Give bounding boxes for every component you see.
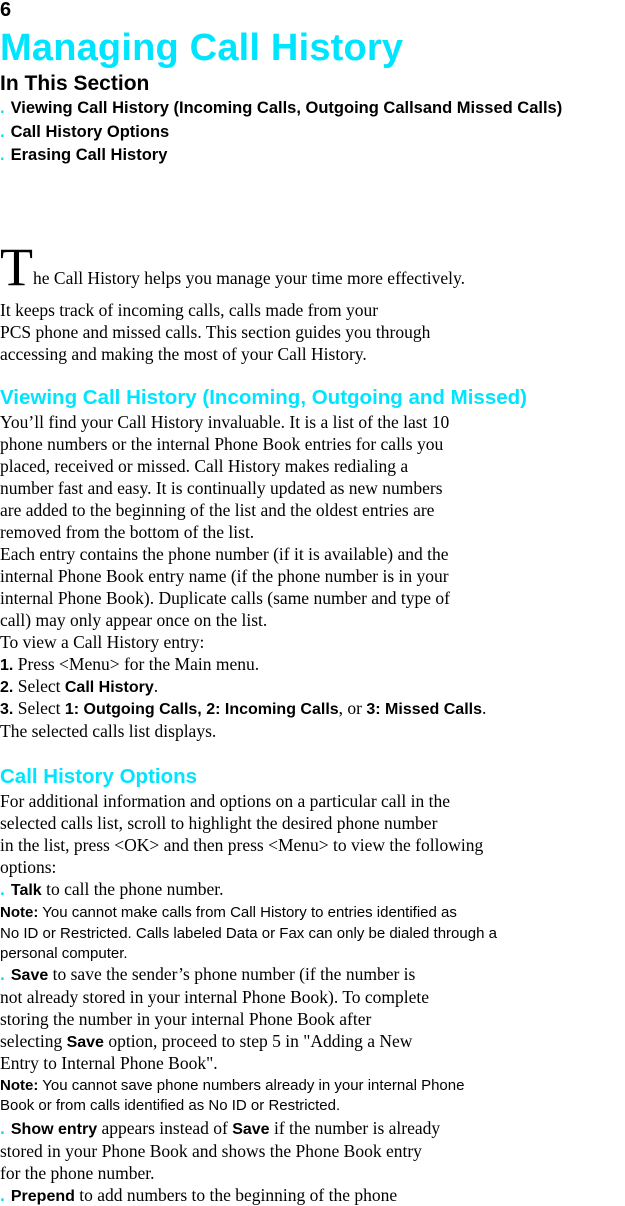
intro-line: he Call History helps you manage your time more effectively. <box>33 268 466 288</box>
step-number: 3. <box>0 701 14 718</box>
toc-item-label: Erasing Call History <box>10 146 168 164</box>
bullet: . <box>0 123 5 141</box>
note-text: You cannot make calls from Call History to entries identified as <box>38 904 457 921</box>
option-show-entry-line: for the phone number. <box>0 1163 155 1183</box>
option-talk <box>0 879 223 900</box>
option-prepend <box>0 1185 397 1206</box>
step-1 <box>0 654 259 675</box>
viewing-line: You’ll find your Call History invaluable. It is a list of the last 10 <box>0 412 450 432</box>
option-keyword: Prepend <box>10 1188 75 1205</box>
option-keyword: Save <box>232 1121 270 1138</box>
step-text: . <box>481 698 487 718</box>
viewing-line: call) may only appear once on the list. <box>0 610 268 630</box>
note-label: Note: <box>0 1077 39 1094</box>
options-line: For additional information and options on a particular call in the <box>0 791 451 811</box>
viewing-line: are added to the beginning of the list and the oldest entries are <box>0 500 435 520</box>
step-text: Select <box>13 698 65 718</box>
in-this-section-heading: In This Section <box>0 72 150 95</box>
chapter-number: 6 <box>0 0 12 21</box>
step-text: . <box>153 676 159 696</box>
bullet: . <box>0 1185 5 1205</box>
viewing-line: internal Phone Book). Duplicate calls (same number and type of <box>0 588 451 608</box>
option-save-line: not already stored in your internal Phone Book). To complete <box>0 987 430 1007</box>
note-1-line <box>0 904 457 921</box>
note-1-line: personal computer. <box>0 945 128 962</box>
option-save-line: Entry to Internal Phone Book". <box>0 1053 218 1073</box>
bullet: . <box>0 99 5 117</box>
note-2-line <box>0 1077 464 1094</box>
option-save <box>0 964 415 985</box>
step-number: 2. <box>0 679 14 696</box>
step-text: Press <Menu> for the Main menu. <box>13 654 260 674</box>
toc-item[interactable] <box>0 123 169 142</box>
option-text: to save the sender’s phone number (if the number is <box>48 964 416 984</box>
viewing-line: removed from the bottom of the list. <box>0 522 255 542</box>
drop-cap: T <box>0 237 33 297</box>
viewing-line: number fast and easy. It is continually updated as new numbers <box>0 478 443 498</box>
chapter-title: Managing Call History <box>0 27 404 69</box>
option-text: selecting <box>0 1031 67 1051</box>
toc-item-label: Viewing Call History (Incoming Calls, Outgoing Callsand Missed Calls) <box>10 99 563 117</box>
option-keyword: Talk <box>10 882 42 899</box>
bullet: . <box>0 964 5 984</box>
step-3 <box>0 698 486 719</box>
option-keyword: Show entry <box>10 1121 98 1138</box>
viewing-line: phone numbers or the internal Phone Book entries for calls you <box>0 434 444 454</box>
bullet: . <box>0 879 5 899</box>
step-keyword: 3: Missed Calls <box>366 701 482 718</box>
option-show-entry <box>0 1118 440 1139</box>
bullet: . <box>0 146 5 164</box>
viewing-line: Each entry contains the phone number (if it is available) and the <box>0 544 449 564</box>
option-save-line: storing the number in your internal Phone Book after <box>0 1009 372 1029</box>
step-keyword: Call History <box>64 679 154 696</box>
toc-item[interactable] <box>0 146 167 165</box>
note-text: You cannot save phone numbers already in your internal Phone <box>38 1077 465 1094</box>
step-keyword: 1: Outgoing Calls, 2: Incoming Calls <box>64 701 339 718</box>
intro-line: It keeps track of incoming calls, calls made from your <box>0 300 379 320</box>
step-2 <box>0 676 158 697</box>
options-heading: Call History Options <box>0 765 198 788</box>
viewing-line: To view a Call History entry: <box>0 632 205 652</box>
option-text: option, proceed to step 5 in "Adding a New <box>103 1031 413 1051</box>
options-line: in the list, press <OK> and then press <Menu> to view the following <box>0 835 484 855</box>
viewing-heading: Viewing Call History (Incoming, Outgoing and Missed) <box>0 386 527 409</box>
option-text: if the number is already <box>269 1118 441 1138</box>
note-2-line: Book or from calls identified as No ID or Restricted. <box>0 1097 341 1114</box>
options-line: options: <box>0 857 57 877</box>
step-number: 1. <box>0 657 14 674</box>
toc-item-label: Call History Options <box>10 123 170 141</box>
option-save-line <box>0 1031 412 1052</box>
option-text: appears instead of <box>97 1118 233 1138</box>
bullet: . <box>0 1118 5 1138</box>
option-show-entry-line: stored in your Phone Book and shows the Phone Book entry <box>0 1141 422 1161</box>
option-text: to add numbers to the beginning of the phone <box>74 1185 398 1205</box>
option-keyword: Save <box>66 1034 104 1051</box>
note-label: Note: <box>0 904 39 921</box>
intro-line: accessing and making the most of your Call History. <box>0 344 367 364</box>
viewing-line: placed, received or missed. Call History makes redialing a <box>0 456 409 476</box>
option-text: to call the phone number. <box>41 879 224 899</box>
options-line: selected calls list, scroll to highlight the desired phone number <box>0 813 438 833</box>
note-1-line: No ID or Restricted. Calls labeled Data or Fax can only be dialed through a <box>0 925 497 942</box>
step-text: Select <box>13 676 65 696</box>
option-keyword: Save <box>10 967 49 984</box>
step-text: , or <box>338 698 367 718</box>
intro-line: PCS phone and missed calls. This section guides you through <box>0 322 431 342</box>
viewing-after: The selected calls list displays. <box>0 721 217 741</box>
toc-item[interactable] <box>0 99 562 118</box>
viewing-line: internal Phone Book entry name (if the phone number is in your <box>0 566 449 586</box>
